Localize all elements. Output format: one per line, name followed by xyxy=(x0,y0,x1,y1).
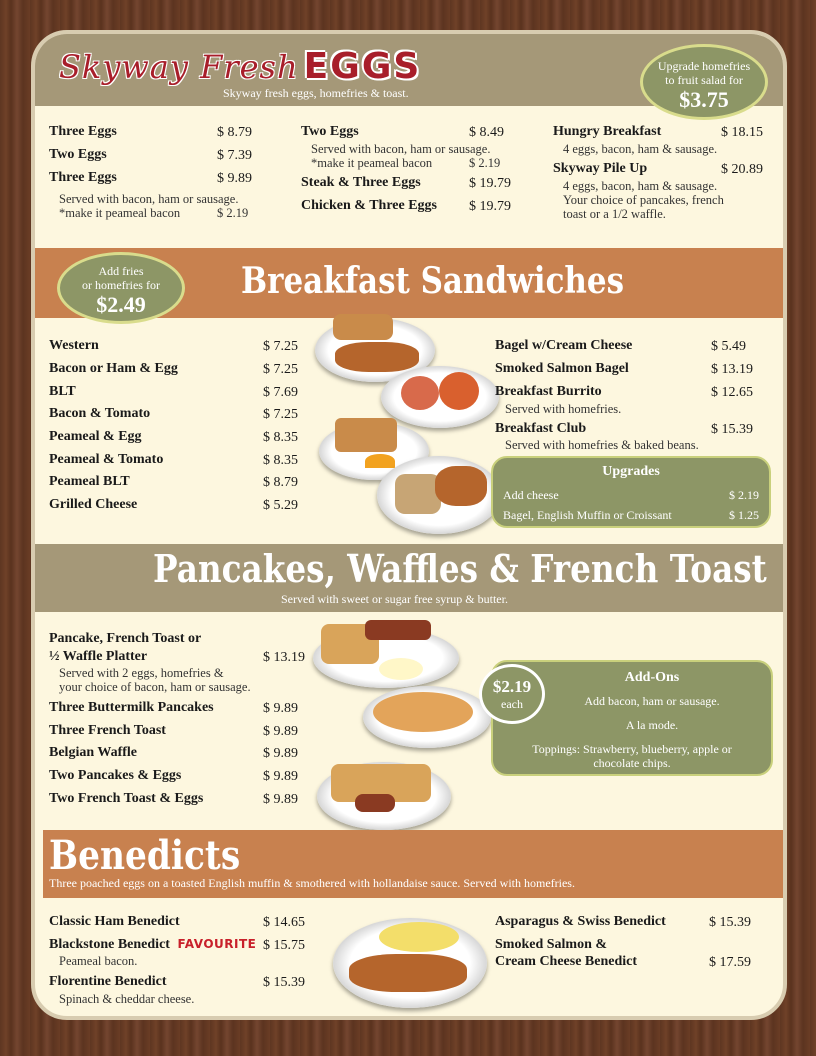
menu-item-price: $ 9.89 xyxy=(263,769,298,784)
menu-item-desc: Served with homefries. xyxy=(505,402,622,416)
menu-item-desc: toast or a 1/2 waffle. xyxy=(563,207,666,221)
menu-item-price: $ 8.35 xyxy=(263,453,298,468)
benedicts-title: Benedicts xyxy=(49,832,241,879)
addons-line: Toppings: Strawberry, blueberry, apple or xyxy=(532,742,732,756)
menu-item-price: $ 13.19 xyxy=(711,362,753,377)
menu-item-name: Cream Cheese Benedict xyxy=(495,954,638,969)
menu-item-price: $ 8.79 xyxy=(263,475,298,490)
menu-item-price: $ 2.19 xyxy=(217,206,249,220)
menu-item-name: Steak & Three Eggs xyxy=(301,175,421,190)
upgrade-price: $ 1.25 xyxy=(729,508,759,522)
menu-item-price: $ 9.89 xyxy=(263,701,298,716)
menu-item-name: Western xyxy=(49,338,99,353)
menu-item-name: Breakfast Club xyxy=(495,421,587,436)
menu-item-price: $ 8.79 xyxy=(217,125,252,140)
menu-item-name: Peameal BLT xyxy=(49,474,130,489)
menu-item-price: $ 7.69 xyxy=(263,385,298,400)
bacon-food xyxy=(365,620,431,640)
menu-item-name: Three French Toast xyxy=(49,723,166,738)
menu-item-desc: 4 eggs, bacon, ham & sausage. xyxy=(563,142,718,156)
menu-item-desc: Your choice of pancakes, french xyxy=(563,193,724,207)
menu-item-name: ½ Waffle Platter xyxy=(49,649,148,664)
eggs-subtitle: Skyway fresh eggs, homefries & toast. xyxy=(223,86,409,100)
menu-item-price: $ 19.79 xyxy=(469,199,511,214)
menu-item-price: $ 8.35 xyxy=(263,430,298,445)
menu-item-name xyxy=(49,937,256,953)
menu-item-price: $ 15.39 xyxy=(263,975,305,990)
menu-item-name: Bacon & Tomato xyxy=(49,406,151,421)
bagel-food xyxy=(401,376,439,410)
addons-title: Add-Ons xyxy=(624,670,680,685)
fruit-salad-badge: Upgrade homefries to fruit salad for $3.75 xyxy=(640,44,768,120)
menu-item-desc: Served with 2 eggs, homefries & xyxy=(59,666,224,680)
homefries-food xyxy=(349,954,467,992)
menu-item-name: Bagel w/Cream Cheese xyxy=(495,338,633,353)
menu-item-price: $ 5.29 xyxy=(263,498,298,513)
menu-item-name: Three Buttermilk Pancakes xyxy=(49,700,214,715)
menu-item-desc: Spinach & cheddar cheese. xyxy=(59,992,195,1006)
sandwich-food xyxy=(333,314,393,340)
menu-item-desc: *make it peameal bacon xyxy=(59,206,181,220)
menu-item-name: Hungry Breakfast xyxy=(553,124,662,139)
tomato-food xyxy=(439,372,479,410)
menu-item-price: $ 8.49 xyxy=(469,125,504,140)
menu-item-name: Two Eggs xyxy=(301,124,359,139)
menu-item-price: $ 7.25 xyxy=(263,339,298,354)
sausage-food xyxy=(355,794,395,812)
blt-food xyxy=(335,418,397,452)
menu-item-desc: your choice of bacon, ham or sausage. xyxy=(59,680,251,694)
add-fries-badge: Add fries or homefries for $2.49 xyxy=(57,252,185,324)
menu-item-desc: Served with homefries & baked beans. xyxy=(505,438,699,452)
menu-item-name: Chicken & Three Eggs xyxy=(301,198,437,213)
menu-item-desc: *make it peameal bacon xyxy=(311,156,433,170)
menu-item-name: Three Eggs xyxy=(49,170,117,185)
menu-item-price: $ 7.25 xyxy=(263,362,298,377)
menu-item-price: $ 15.39 xyxy=(709,915,751,930)
blackstone-name: Blackstone Benedict xyxy=(49,937,170,952)
menu-item-price: $ 9.89 xyxy=(263,746,298,761)
menu-item-price: $ 7.25 xyxy=(263,407,298,422)
upgrade-name: Bagel, English Muffin or Croissant xyxy=(503,508,672,522)
menu-item-name: Florentine Benedict xyxy=(49,974,167,989)
menu-item-name: BLT xyxy=(49,384,76,399)
menu-item-price: $ 20.89 xyxy=(721,162,763,177)
menu-item-name: Peameal & Tomato xyxy=(49,452,164,467)
addons-price-badge: $2.19 each xyxy=(479,664,545,724)
menu-item-name: Two French Toast & Eggs xyxy=(49,791,204,806)
sandwiches-title: Breakfast Sandwiches xyxy=(241,260,625,302)
menu-item-name: Classic Ham Benedict xyxy=(49,914,180,929)
menu-item-price: $ 14.65 xyxy=(263,915,305,930)
addons-line: A la mode. xyxy=(625,718,679,732)
menu-item-price: $ 13.19 xyxy=(263,650,305,665)
menu-item-name: Smoked Salmon & xyxy=(495,937,608,952)
menu-item-price: $ 15.75 xyxy=(263,938,305,953)
menu-item-name: Two Eggs xyxy=(49,147,107,162)
pancake-food xyxy=(373,692,473,732)
menu-item-price: $ 5.49 xyxy=(711,339,746,354)
menu-item-desc: Peameal bacon. xyxy=(59,954,138,968)
menu-item-name: Asparagus & Swiss Benedict xyxy=(495,914,666,929)
orange-slice xyxy=(365,454,395,468)
menu-item-price: $ 19.79 xyxy=(469,176,511,191)
upgrade-name: Add cheese xyxy=(503,488,559,502)
menu-item-name: Grilled Cheese xyxy=(49,497,138,512)
upgrades-title: Upgrades xyxy=(602,464,660,479)
menu-card xyxy=(31,30,787,1020)
menu-item-price: $ 18.15 xyxy=(721,125,763,140)
menu-item-name: Smoked Salmon Bagel xyxy=(495,361,629,376)
addons-line: Add bacon, ham or sausage. xyxy=(584,694,720,708)
upgrades-box xyxy=(491,456,771,528)
menu-item-name: Belgian Waffle xyxy=(49,745,138,760)
pancakes-subtitle: Served with sweet or sugar free syrup & butter. xyxy=(281,592,508,606)
menu-item-price: $ 12.65 xyxy=(711,385,753,400)
eggs-script-title: Skyway Fresh xyxy=(59,48,299,86)
upgrade-price: $ 2.19 xyxy=(729,488,759,502)
menu-item-name: Skyway Pile Up xyxy=(553,161,648,176)
benedict-egg-food xyxy=(379,922,459,952)
benedicts-subtitle: Three poached eggs on a toasted English muffin & smothered with hollandaise sauce. Served with homefries. xyxy=(49,876,575,890)
menu-item-price: $ 9.89 xyxy=(263,724,298,739)
egg-food xyxy=(379,658,423,680)
menu-item-price: $ 15.39 xyxy=(711,422,753,437)
menu-item-name: Three Eggs xyxy=(49,124,117,139)
pancakes-title: Pancakes, Waffles & French Toast xyxy=(153,546,767,591)
eggs-title xyxy=(59,46,421,87)
menu-item-name: Bacon or Ham & Egg xyxy=(49,361,178,376)
menu-item-name: Breakfast Burrito xyxy=(495,384,602,399)
favourite-badge: FAVOURITE xyxy=(177,937,257,951)
menu-item-name: Peameal & Egg xyxy=(49,429,142,444)
potatoes-food xyxy=(335,342,419,372)
menu-item-desc: 4 eggs, bacon, ham & sausage. xyxy=(563,179,718,193)
eggs-word: EGGS xyxy=(303,46,422,87)
menu-item-desc: Served with bacon, ham or sausage. xyxy=(311,142,491,156)
menu-item-price: $ 9.89 xyxy=(217,171,252,186)
menu-item-name: Two Pancakes & Eggs xyxy=(49,768,182,783)
menu-item-price: $ 7.39 xyxy=(217,148,252,163)
menu-item-price: $ 17.59 xyxy=(709,955,751,970)
menu-item-price: $ 9.89 xyxy=(263,792,298,807)
menu-item-price: $ 2.19 xyxy=(469,156,501,170)
fries-food xyxy=(435,466,487,506)
addons-line: chocolate chips. xyxy=(593,756,671,770)
menu-item-desc: Served with bacon, ham or sausage. xyxy=(59,192,239,206)
menu-item-name: Pancake, French Toast or xyxy=(49,631,202,646)
